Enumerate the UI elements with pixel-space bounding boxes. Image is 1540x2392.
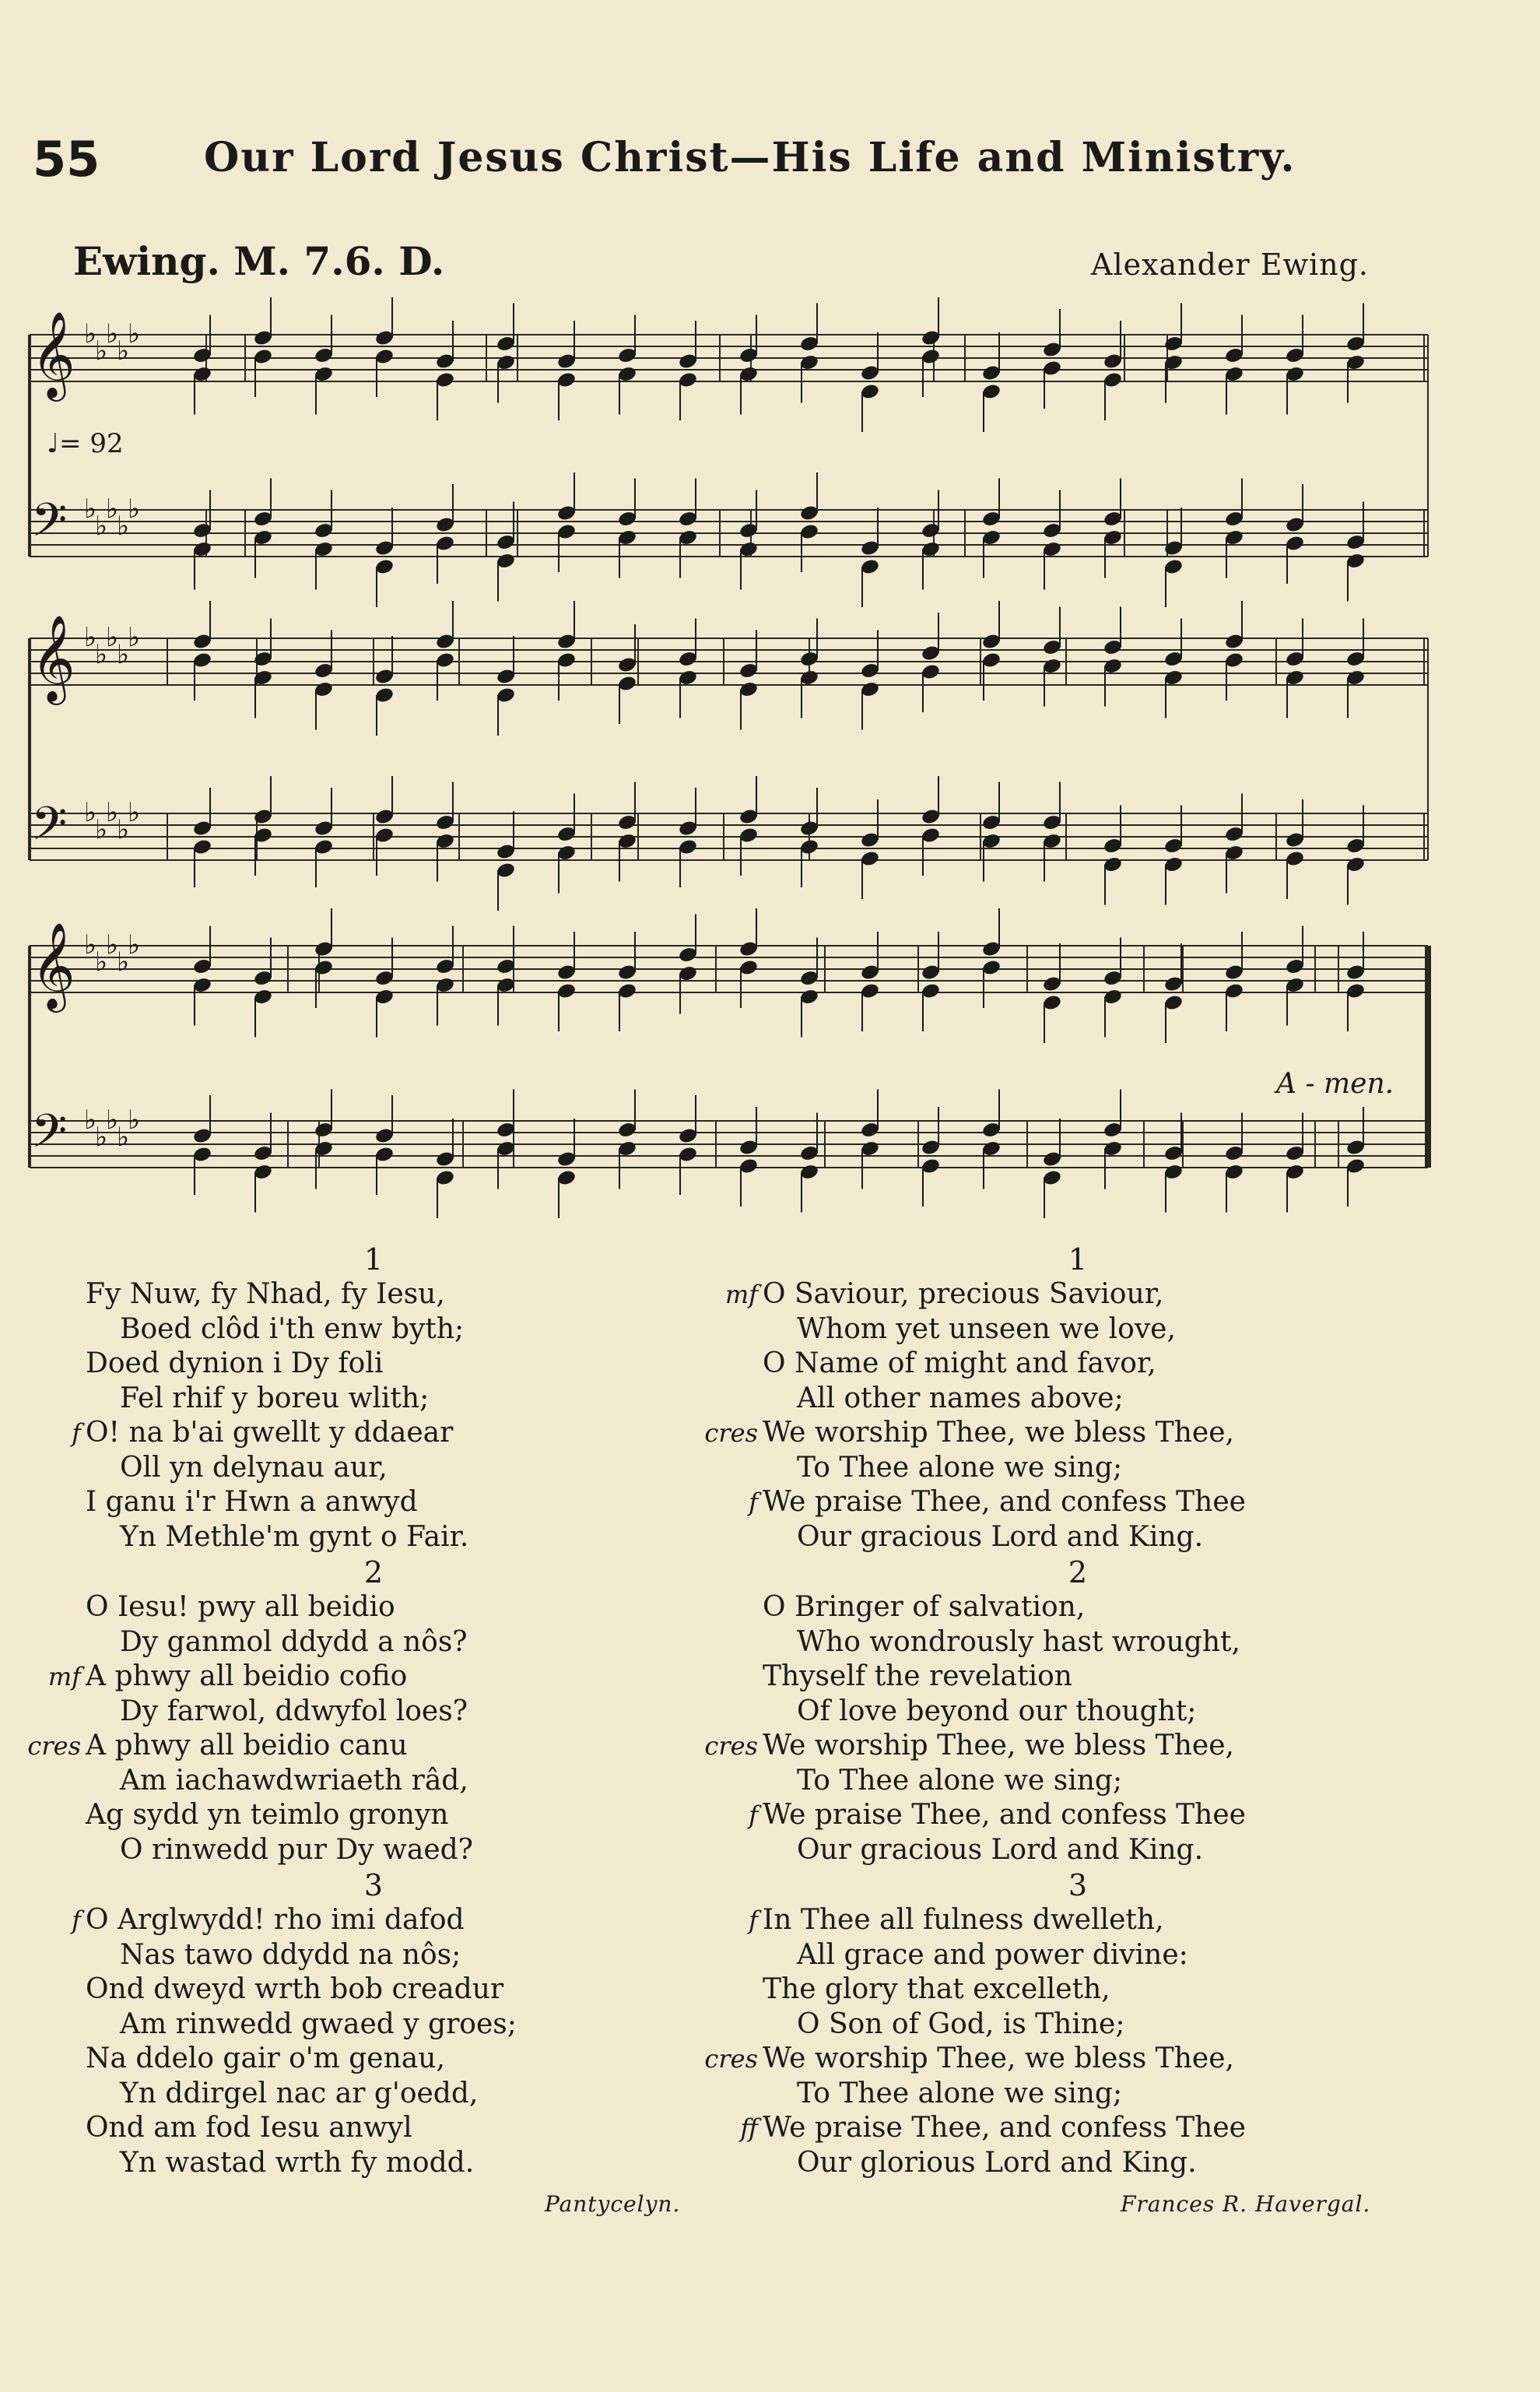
flat-icon: ♭ [128, 494, 141, 525]
verse-text: All grace and power divine: [797, 1938, 1188, 1971]
verse-line [763, 2077, 1401, 2112]
verse-text: Am iachawdwriaeth râd, [120, 1764, 468, 1797]
verse-line [86, 2111, 724, 2146]
flat-icon: ♭ [117, 814, 130, 845]
verse-line [763, 1590, 1401, 1625]
verse-text: In Thee all fulness dwelleth, [763, 1904, 1164, 1936]
verse-line [740, 2111, 1401, 2146]
flat-icon: ♭ [117, 511, 130, 542]
verse-line [86, 1485, 724, 1520]
flat-icon: ♭ [95, 639, 108, 670]
verse-text: O rinwedd pur Dy waed? [120, 1833, 473, 1866]
verse-line [86, 1277, 724, 1312]
verse-line [86, 1520, 724, 1555]
verse-line [86, 1938, 724, 1973]
verse-line [86, 1972, 724, 2007]
verse-text: A phwy all beidio cofio [86, 1660, 408, 1692]
flat-icon: ♭ [84, 622, 97, 653]
verse-text: Who wondrously hast wrought, [797, 1625, 1240, 1658]
hymn-title: Our Lord Jesus Christ—His Life and Ministry. [204, 134, 1296, 181]
treble-clef-icon: 𝄞 [31, 311, 75, 398]
verse-text: We praise Thee, and confess Thee [763, 2112, 1246, 2144]
flat-icon: ♭ [128, 929, 141, 961]
flat-icon: ♭ [117, 335, 130, 367]
verse-text: Nas tawo ddydd na nôs; [120, 1938, 461, 1971]
verse-line [72, 1416, 724, 1451]
verse-text: We worship Thee, we bless Thee, [763, 1730, 1234, 1762]
verse-text: Na ddelo gair o'm genau, [86, 2043, 445, 2074]
english-verses [704, 1242, 1401, 2180]
dynamic-mark: f [749, 1906, 758, 1935]
welsh-author: Pantycelyn. [545, 2191, 681, 2217]
verse-line [763, 1382, 1401, 1417]
verse-line [72, 1903, 724, 1938]
verse-line [86, 2007, 724, 2043]
verse-line [704, 1416, 1401, 1451]
verse-text: Whom yet unseen we love, [797, 1312, 1176, 1345]
dynamic-mark: mf [724, 1280, 758, 1309]
verse-line [86, 1312, 724, 1347]
bass-clef-icon: 𝄢 [31, 796, 68, 862]
verse-line [763, 1695, 1401, 1730]
verse-text: Ag sydd yn teimlo gronyn [86, 1799, 449, 1831]
verse-text: Doed dynion i Dy foli [86, 1347, 384, 1379]
verse-text: Am rinwedd gwaed y groes; [120, 2007, 517, 2040]
flat-icon: ♭ [128, 1105, 141, 1136]
verse-number: 3 [1068, 1868, 1088, 1902]
verse-line [763, 1625, 1401, 1660]
flat-icon: ♭ [84, 1105, 97, 1136]
flat-icon: ♭ [106, 622, 119, 653]
verse-line [47, 1660, 724, 1695]
flat-icon: ♭ [84, 929, 97, 961]
verse-text: Ond am fod Iesu anwyl [86, 2112, 412, 2144]
verse-text: O Arglwydd! rho imi dafod [86, 1904, 465, 1936]
verse-text: We praise Thee, and confess Thee [763, 1799, 1246, 1831]
verse-line [86, 1833, 724, 1868]
verse-text: Fel rhif y boreu wlith; [120, 1382, 430, 1414]
verse-line [86, 2077, 724, 2112]
verse-text: Oll yn delynau aur, [120, 1451, 388, 1484]
flat-icon: ♭ [106, 929, 119, 961]
verse-line [86, 1695, 724, 1730]
dynamic-mark: f [749, 1800, 758, 1830]
verse-line [763, 1833, 1401, 1868]
verse-text: O Son of God, is Thine; [797, 2007, 1125, 2040]
verse-text: Yn Methle'm gynt o Fair. [120, 1520, 469, 1553]
verse-text: I ganu i'r Hwn a anwyd [86, 1486, 418, 1518]
verse-text: A phwy all beidio canu [86, 1730, 408, 1762]
verse-text: O! na b'ai gwellt y ddaear [86, 1417, 454, 1449]
hymn-number: 55 [33, 131, 100, 188]
flat-icon: ♭ [84, 494, 97, 525]
verse-number: 3 [363, 1868, 384, 1902]
verse-text: The glory that excelleth, [763, 1973, 1110, 2005]
verse-number: 2 [363, 1555, 384, 1589]
dynamic-mark: mf [47, 1662, 81, 1691]
bass-clef-icon: 𝄢 [31, 493, 68, 558]
flat-icon: ♭ [84, 318, 97, 349]
verse-line [704, 1729, 1401, 1764]
verse-text: O Name of might and favor, [763, 1347, 1156, 1379]
flat-icon: ♭ [95, 511, 108, 542]
verse-text: Fy Nuw, fy Nhad, fy Iesu, [86, 1278, 445, 1310]
flat-icon: ♭ [106, 1105, 119, 1136]
verse-text: Boed clôd i'th enw byth; [120, 1312, 465, 1345]
dynamic-mark: cres [704, 1731, 758, 1761]
verse-text: O Iesu! pwy all beidio [86, 1591, 395, 1623]
dynamic-mark: cres [704, 2044, 758, 2074]
tune-name: Ewing. M. 7.6. D. [73, 238, 445, 284]
verse-text: Yn wastad wrth fy modd. [120, 2146, 475, 2179]
flat-icon: ♭ [128, 318, 141, 349]
verse-text: O Bringer of salvation, [763, 1591, 1086, 1623]
flat-icon: ♭ [117, 639, 130, 670]
verse-text: Dy farwol, ddwyfol loes? [120, 1695, 468, 1727]
verse-line [704, 2042, 1401, 2077]
dynamic-mark: f [749, 1488, 758, 1517]
english-author: Frances R. Havergal. [1121, 2191, 1371, 2217]
verse-line [763, 1347, 1401, 1382]
verse-text: Yn ddirgel nac ar g'oedd, [120, 2077, 479, 2109]
flat-icon: ♭ [128, 622, 141, 653]
verse-text: We worship Thee, we bless Thee, [763, 1417, 1234, 1449]
verse-line [86, 1382, 724, 1417]
dynamic-mark: f [72, 1418, 81, 1448]
verse-line [86, 1590, 724, 1625]
verse-text: Our glorious Lord and King. [797, 2146, 1197, 2179]
welsh-verses [27, 1242, 724, 2180]
flat-icon: ♭ [106, 318, 119, 349]
verse-line [86, 1798, 724, 1833]
verse-text: Of love beyond our thought; [797, 1695, 1197, 1727]
verse-line [763, 1764, 1401, 1799]
verse-line [763, 1451, 1401, 1486]
flat-icon: ♭ [117, 1122, 130, 1153]
amen-lyric: A - men. [1276, 1068, 1394, 1100]
verse-line [763, 1660, 1401, 1695]
verse-text: To Thee alone we sing; [797, 2077, 1123, 2109]
verse-text: O Saviour, precious Saviour, [763, 1278, 1164, 1310]
flat-icon: ♭ [95, 947, 108, 978]
verse-text: All other names above; [797, 1382, 1124, 1414]
verse-text: Our gracious Lord and King. [797, 1520, 1204, 1553]
verse-line [86, 2042, 724, 2077]
verse-line [86, 1347, 724, 1382]
verse-line [749, 1485, 1401, 1520]
verse-line [27, 1729, 724, 1764]
treble-clef-icon: 𝄞 [31, 614, 75, 701]
verse-line [86, 1451, 724, 1486]
verse-line [763, 1938, 1401, 1973]
verse-line [763, 1972, 1401, 2007]
verse-line [763, 2146, 1401, 2181]
verse-text: Our gracious Lord and King. [797, 1833, 1204, 1866]
flat-icon: ♭ [106, 797, 119, 828]
dynamic-mark: cres [704, 1418, 758, 1448]
flat-icon: ♭ [95, 1122, 108, 1153]
verse-line [763, 1312, 1401, 1347]
verse-text: We worship Thee, we bless Thee, [763, 2043, 1234, 2074]
verse-number: 1 [363, 1242, 384, 1277]
verse-line [86, 1764, 724, 1799]
verse-text: To Thee alone we sing; [797, 1764, 1123, 1797]
verse-line [749, 1903, 1401, 1938]
verse-text: Ond dweyd wrth bob creadur [86, 1973, 504, 2005]
flat-icon: ♭ [95, 335, 108, 367]
verse-line [724, 1277, 1401, 1312]
verse-line [749, 1798, 1401, 1833]
verse-text: Thyself the revelation [763, 1660, 1072, 1692]
verse-number: 2 [1068, 1555, 1088, 1589]
dynamic-mark: ff [740, 2113, 758, 2143]
flat-icon: ♭ [106, 494, 119, 525]
verse-number: 1 [1068, 1242, 1088, 1277]
verse-text: Dy ganmol ddydd a nôs? [120, 1625, 468, 1658]
verse-line [763, 1520, 1401, 1555]
flat-icon: ♭ [128, 797, 141, 828]
treble-clef-icon: 𝄞 [31, 922, 75, 1009]
verse-line [763, 2007, 1401, 2043]
flat-icon: ♭ [117, 947, 130, 978]
verse-line [86, 2146, 724, 2181]
composer-name: Alexander Ewing. [1091, 248, 1369, 282]
verse-text: To Thee alone we sing; [797, 1451, 1123, 1484]
bass-clef-icon: 𝄢 [31, 1104, 68, 1169]
flat-icon: ♭ [84, 797, 97, 828]
verse-text: We praise Thee, and confess Thee [763, 1486, 1246, 1518]
verse-line [86, 1625, 724, 1660]
flat-icon: ♭ [95, 814, 108, 845]
dynamic-mark: f [72, 1906, 81, 1935]
dynamic-mark: cres [27, 1731, 81, 1761]
tempo-marking: ♩= 92 [47, 428, 124, 459]
